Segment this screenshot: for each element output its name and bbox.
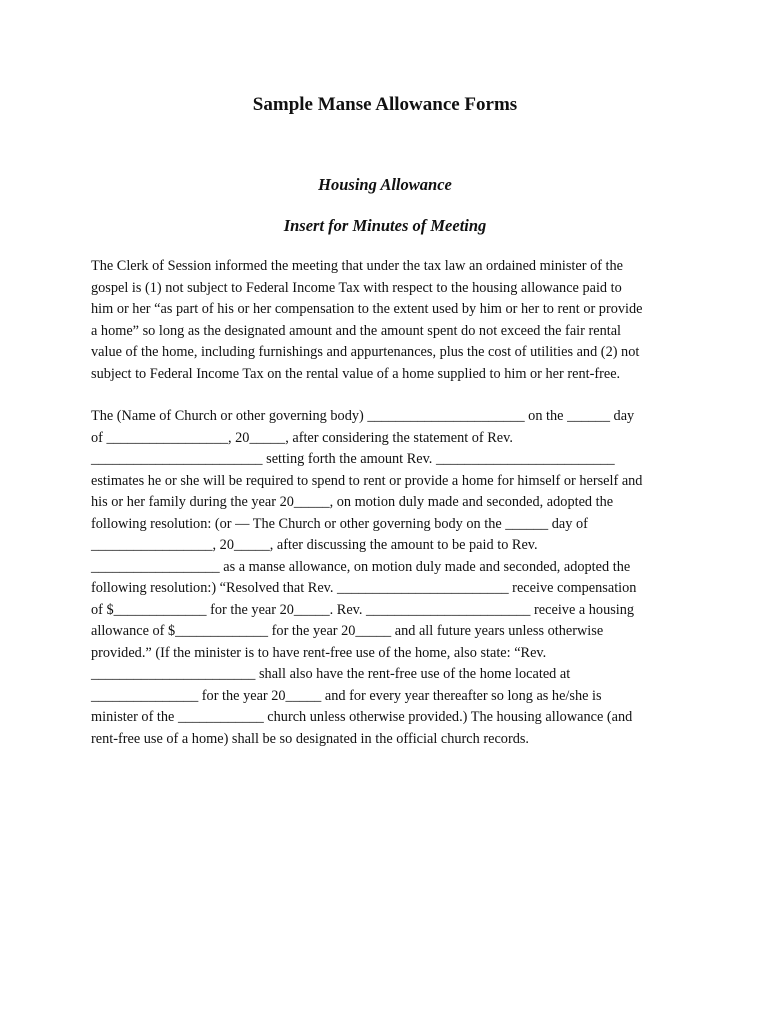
paragraph-line: _______________ for the year 20_____ and for every year thereafter so long as he/she is (91, 687, 602, 704)
paragraph-line: estimates he or she will be required to spend to rent or provide a home for himself or herself and (91, 472, 643, 489)
document-subtitle: Housing Allowance (318, 175, 452, 194)
paragraph-line: rent-free use of a home) shall be so designated in the official church records. (91, 730, 530, 747)
paragraph-line: of $_____________ for the year 20_____. Rev. _______________________ receive a housing (91, 601, 635, 618)
paragraph-line: allowance of $_____________ for the year 20_____ and all future years unless otherwise (91, 623, 604, 639)
paragraph-line: _______________________ shall also have the rent-free use of the home located at (91, 666, 571, 682)
paragraph-line: his or her family during the year 20_____, on motion duly made and seconded, adopted the (91, 494, 614, 510)
document-title: Sample Manse Allowance Forms (252, 94, 518, 115)
paragraph-line: following resolution: (or — The Church or other governing body on the ______ day of (91, 515, 588, 532)
paragraph-line: subject to Federal Income Tax on the rental value of a home supplied to him or her rent-free. (91, 365, 621, 382)
paragraph-line: The (Name of Church or other governing body) ______________________ on the ______ day (91, 408, 635, 424)
paragraph-line: him or her “as part of his or her compensation to the extent used by him or her to rent or provide (91, 301, 643, 317)
paragraph-resolution (91, 406, 686, 750)
paragraph-line: a home” so long as the designated amount and the amount spent do not exceed the fair rental (91, 322, 622, 339)
paragraph-line: gospel is (1) not subject to Federal Income Tax with respect to the housing allowance paid to (91, 279, 622, 296)
paragraph-tax-law (91, 256, 686, 385)
paragraph-line: ________________________ setting forth the amount Rev. _________________________ (91, 451, 615, 467)
paragraph-line: of _________________, 20_____, after considering the statement of Rev. (91, 429, 513, 446)
paragraph-line: value of the home, including furnishings and appurtenances, plus the cost of utilities and (2) not (91, 344, 640, 360)
paragraph-line: The Clerk of Session informed the meeting that under the tax law an ordained minister of the (91, 258, 624, 274)
paragraph-line: minister of the ____________ church unless otherwise provided.) The housing allowance (and (91, 709, 633, 725)
paragraph-line: _________________, 20_____, after discussing the amount to be paid to Rev. (91, 537, 538, 553)
paragraph-line: __________________ as a manse allowance, on motion duly made and seconded, adopted the (91, 558, 631, 575)
paragraph-line: following resolution:) “Resolved that Rev. ________________________ receive compensation (91, 580, 637, 596)
paragraph-line: provided.” (If the minister is to have rent-free use of the home, also state: “Rev. (91, 644, 547, 661)
section-heading: Insert for Minutes of Meeting (283, 216, 487, 235)
